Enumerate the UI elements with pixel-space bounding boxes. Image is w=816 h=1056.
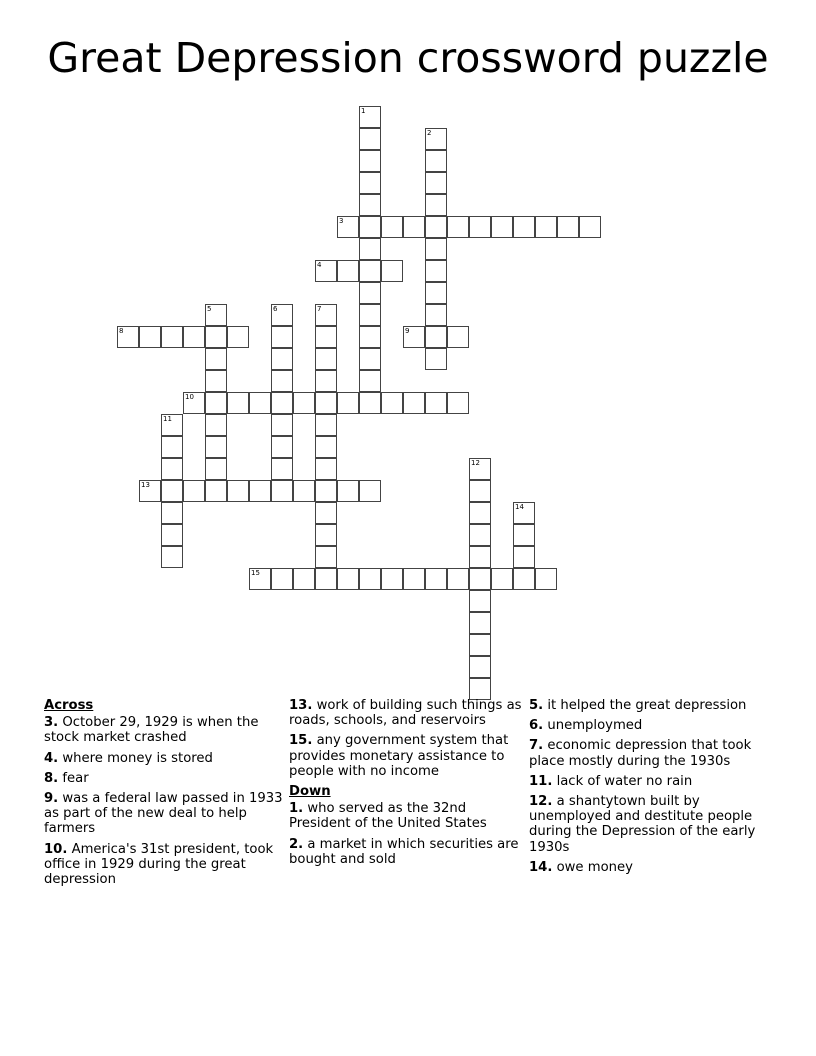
grid-cell[interactable] (469, 656, 491, 678)
clue-text: where money is stored (58, 750, 213, 766)
grid-cell[interactable] (447, 216, 469, 238)
grid-cell[interactable] (271, 304, 293, 326)
grid-cell[interactable] (183, 326, 205, 348)
down-heading: Down (289, 784, 331, 800)
grid-cell[interactable] (161, 458, 183, 480)
grid-cell[interactable] (315, 568, 337, 590)
cell-number: 1 (361, 107, 366, 115)
grid-cell[interactable] (205, 370, 227, 392)
grid-cell[interactable] (161, 480, 183, 502)
clue-text: who served as the 32nd President of the United States (289, 801, 487, 832)
cell-number: 13 (141, 481, 150, 489)
cell-number: 9 (405, 327, 410, 335)
grid-cell[interactable] (557, 216, 579, 238)
grid-cell[interactable] (315, 348, 337, 370)
grid-cell[interactable] (425, 260, 447, 282)
grid-cell[interactable] (359, 304, 381, 326)
grid-cell[interactable] (469, 480, 491, 502)
grid-cell[interactable] (403, 216, 425, 238)
across-heading: Across (44, 698, 94, 713)
grid-cell[interactable] (227, 392, 249, 414)
grid-cell[interactable] (359, 326, 381, 348)
grid-cell[interactable] (293, 480, 315, 502)
grid-cell[interactable] (205, 480, 227, 502)
grid-cell[interactable] (271, 392, 293, 414)
clue-number: 15. (289, 733, 313, 749)
grid-cell[interactable] (469, 458, 491, 480)
cell-number: 4 (317, 261, 322, 269)
grid-cell[interactable] (205, 392, 227, 414)
clue-across-9[interactable] (44, 791, 284, 837)
grid-cell[interactable] (271, 326, 293, 348)
clue-column-1 (44, 698, 284, 892)
grid-cell[interactable] (359, 348, 381, 370)
cell-number: 7 (317, 305, 322, 313)
grid-cell[interactable] (337, 216, 359, 238)
grid-cell[interactable] (315, 304, 337, 326)
grid-cell[interactable] (227, 480, 249, 502)
grid-cell[interactable] (249, 568, 271, 590)
clue-down-1[interactable] (289, 801, 524, 831)
grid-cell[interactable] (271, 568, 293, 590)
grid-cell[interactable] (425, 150, 447, 172)
grid-cell[interactable] (161, 546, 183, 568)
grid-cell[interactable] (535, 216, 557, 238)
clue-text: fear (58, 770, 89, 786)
clue-number: 2. (289, 836, 304, 852)
grid-cell[interactable] (271, 480, 293, 502)
grid-cell[interactable] (271, 458, 293, 480)
grid-cell[interactable] (249, 480, 271, 502)
clue-number: 4. (44, 750, 59, 766)
grid-cell[interactable] (359, 392, 381, 414)
grid-cell[interactable] (447, 568, 469, 590)
grid-cell[interactable] (447, 392, 469, 414)
grid-cell[interactable] (249, 392, 271, 414)
grid-cell[interactable] (579, 216, 601, 238)
grid-cell[interactable] (205, 458, 227, 480)
clue-text: any government system that provides monetary assistance to people with no income (289, 733, 509, 779)
grid-cell[interactable] (469, 678, 491, 700)
clue-text: owe money (552, 859, 633, 875)
grid-cell[interactable] (469, 546, 491, 568)
clue-number: 13. (289, 698, 313, 713)
grid-cell[interactable] (469, 612, 491, 634)
grid-cell[interactable] (161, 524, 183, 546)
grid-cell[interactable] (513, 502, 535, 524)
clue-column-2 (289, 698, 524, 872)
grid-cell[interactable] (315, 326, 337, 348)
grid-cell[interactable] (315, 414, 337, 436)
clue-across-3[interactable] (44, 715, 284, 745)
cell-number: 15 (251, 569, 260, 577)
grid-cell[interactable] (381, 568, 403, 590)
grid-cell[interactable] (139, 326, 161, 348)
clue-across-4[interactable] (44, 751, 284, 766)
clue-number: 1. (289, 801, 304, 817)
grid-cell[interactable] (359, 128, 381, 150)
clue-text: America's 31st president, took office in 1929 during the great depression (44, 841, 274, 888)
grid-cell[interactable] (337, 260, 359, 282)
clue-number: 8. (44, 770, 59, 786)
clue-column-3 (529, 698, 779, 880)
clue-text: a shantytown built by unemployed and destitute people during the Depression of the early 1930s (529, 794, 756, 855)
grid-cell[interactable] (205, 348, 227, 370)
grid-cell[interactable] (315, 392, 337, 414)
grid-cell[interactable] (513, 524, 535, 546)
clue-text: work of building such things as roads, schools, and reservoirs (289, 698, 522, 729)
grid-cell[interactable] (513, 568, 535, 590)
clue-text: was a federal law passed in 1933 as part of the new deal to help farmers (44, 791, 283, 837)
grid-cell[interactable] (337, 568, 359, 590)
cell-number: 10 (185, 393, 194, 401)
clue-down-6[interactable] (529, 718, 779, 733)
clue-down-14[interactable] (529, 860, 779, 875)
cell-number: 3 (339, 217, 344, 225)
grid-cell[interactable] (161, 502, 183, 524)
grid-cell[interactable] (359, 568, 381, 590)
grid-cell[interactable] (161, 414, 183, 436)
grid-cell[interactable] (359, 238, 381, 260)
grid-cell[interactable] (315, 480, 337, 502)
grid-cell[interactable] (359, 216, 381, 238)
grid-cell[interactable] (425, 326, 447, 348)
grid-cell[interactable] (359, 194, 381, 216)
clue-number: 5. (529, 698, 544, 713)
grid-cell[interactable] (337, 392, 359, 414)
clue-across-8[interactable] (44, 771, 284, 786)
grid-cell[interactable] (425, 238, 447, 260)
grid-cell[interactable] (425, 392, 447, 414)
grid-cell[interactable] (293, 392, 315, 414)
grid-cell[interactable] (205, 414, 227, 436)
grid-cell[interactable] (271, 436, 293, 458)
clue-number: 14. (529, 859, 553, 875)
grid-cell[interactable] (359, 150, 381, 172)
clue-text: October 29, 1929 is when the stock market crashed (44, 715, 259, 746)
grid-cell[interactable] (469, 502, 491, 524)
grid-cell[interactable] (425, 568, 447, 590)
grid-cell[interactable] (337, 480, 359, 502)
cell-number: 8 (119, 327, 124, 335)
grid-cell[interactable] (535, 568, 557, 590)
grid-cell[interactable] (183, 392, 205, 414)
grid-cell[interactable] (293, 568, 315, 590)
grid-cell[interactable] (205, 304, 227, 326)
grid-cell[interactable] (513, 216, 535, 238)
grid-cell[interactable] (403, 326, 425, 348)
grid-cell[interactable] (425, 128, 447, 150)
clue-number: 7. (529, 738, 544, 754)
grid-cell[interactable] (425, 304, 447, 326)
clue-text: a market in which securities are bought and sold (289, 836, 519, 867)
clue-down-2[interactable] (289, 837, 524, 867)
grid-cell[interactable] (205, 436, 227, 458)
grid-cell[interactable] (161, 436, 183, 458)
grid-cell[interactable] (315, 260, 337, 282)
grid-cell[interactable] (359, 480, 381, 502)
grid-cell[interactable] (271, 348, 293, 370)
grid-cell[interactable] (491, 568, 513, 590)
grid-cell[interactable] (227, 326, 249, 348)
clue-across-10[interactable] (44, 842, 284, 888)
clue-number: 12. (529, 794, 553, 810)
page-title: Great Depression crossword puzzle (47, 34, 769, 82)
grid-cell[interactable] (403, 568, 425, 590)
grid-cell[interactable] (315, 370, 337, 392)
cell-number: 5 (207, 305, 212, 313)
cell-number: 12 (471, 459, 480, 467)
grid-cell[interactable] (491, 216, 513, 238)
grid-cell[interactable] (447, 326, 469, 348)
grid-cell[interactable] (425, 194, 447, 216)
clue-down-11[interactable] (529, 774, 779, 789)
clues-container (44, 698, 780, 998)
clue-text: it helped the great depression (543, 698, 747, 713)
clue-text: lack of water no rain (552, 773, 693, 789)
grid-cell[interactable] (359, 282, 381, 304)
grid-cell[interactable] (469, 568, 491, 590)
grid-cell[interactable] (271, 370, 293, 392)
clue-number: 6. (529, 718, 544, 734)
grid-cell[interactable] (183, 480, 205, 502)
grid-cell[interactable] (359, 172, 381, 194)
grid-cell[interactable] (469, 216, 491, 238)
clue-down-5[interactable] (529, 698, 779, 713)
grid-cell[interactable] (381, 392, 403, 414)
grid-cell[interactable] (381, 216, 403, 238)
grid-cell[interactable] (117, 326, 139, 348)
clue-across-15[interactable] (289, 733, 524, 779)
grid-cell[interactable] (381, 260, 403, 282)
clue-text: economic depression that took place mostly during the 1930s (529, 738, 752, 769)
grid-cell[interactable] (315, 436, 337, 458)
clue-number: 3. (44, 715, 59, 731)
clue-text: unemploymed (543, 718, 643, 734)
cell-number: 14 (515, 503, 524, 511)
clue-down-12[interactable] (529, 794, 779, 855)
grid-cell[interactable] (425, 348, 447, 370)
grid-cell[interactable] (359, 370, 381, 392)
grid-cell[interactable] (425, 216, 447, 238)
grid-cell[interactable] (315, 524, 337, 546)
grid-cell[interactable] (469, 590, 491, 612)
grid-cell[interactable] (161, 326, 183, 348)
cell-number: 2 (427, 129, 432, 137)
grid-cell[interactable] (205, 326, 227, 348)
grid-cell[interactable] (359, 260, 381, 282)
grid-cell[interactable] (425, 282, 447, 304)
clue-across-13[interactable] (289, 698, 524, 728)
grid-cell[interactable] (315, 502, 337, 524)
grid-cell[interactable] (469, 634, 491, 656)
grid-cell[interactable] (359, 106, 381, 128)
grid-cell[interactable] (469, 524, 491, 546)
grid-cell[interactable] (139, 480, 161, 502)
grid-cell[interactable] (315, 546, 337, 568)
grid-cell[interactable] (315, 458, 337, 480)
grid-cell[interactable] (271, 414, 293, 436)
grid-cell[interactable] (513, 546, 535, 568)
cell-number: 11 (163, 415, 172, 423)
clue-number: 10. (44, 841, 68, 857)
clue-number: 9. (44, 791, 59, 807)
grid-cell[interactable] (425, 172, 447, 194)
grid-cell[interactable] (403, 392, 425, 414)
clue-number: 11. (529, 773, 553, 789)
clue-down-7[interactable] (529, 738, 779, 768)
cell-number: 6 (273, 305, 278, 313)
